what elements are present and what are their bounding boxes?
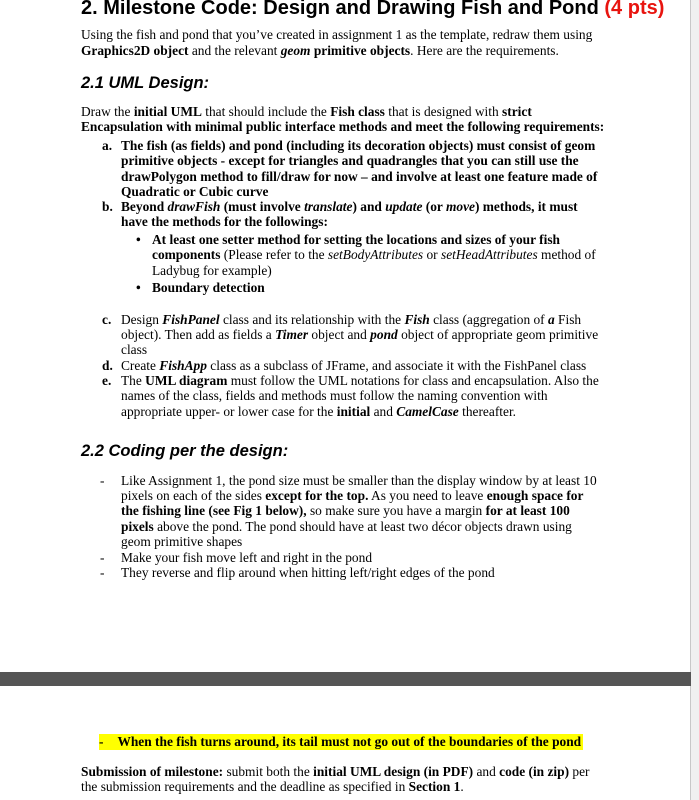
item-a-line-4: Quadratic or Cubic curve	[121, 184, 269, 199]
submission-line-1: Submission of milestone: submit both the initial UML design (in PDF) and code (in zip) per	[81, 764, 590, 779]
uml-paragraph-line-1: Draw the initial UML that should include the Fish class that is designed with strict	[81, 104, 532, 119]
dash-3: -	[100, 565, 105, 580]
uml-paragraph-line-2: Encapsulation with minimal public interface methods and meet the following requirements:	[81, 119, 605, 134]
list-marker-e: e.	[102, 373, 112, 388]
coding-item-1-line-5: geom primitive shapes	[121, 534, 243, 549]
item-a-line-1: The fish (as fields) and pond (including its decoration objects) must consist of geom	[121, 138, 596, 153]
submission-line-2: the submission requirements and the deadline as specified in Section 1.	[81, 779, 464, 794]
coding-item-3: They reverse and flip around when hitting left/right edges of the pond	[121, 565, 495, 580]
vertical-scrollbar[interactable]	[691, 0, 699, 800]
item-c-line-3: class	[121, 342, 148, 357]
intro-line-2: Graphics2D object and the relevant geom primitive objects. Here are the requirements.	[81, 43, 559, 58]
sub-bullet-2: Boundary detection	[152, 280, 265, 295]
item-a-line-2: primitive objects - except for triangles and quadrangles that you can still use the	[121, 153, 579, 168]
coding-item-1-line-4: pixels above the pond. The pond should have at least two décor objects drawn using	[121, 519, 572, 534]
sub-bullet-1-line-3: Ladybug for example)	[152, 263, 272, 278]
bullet-1: •	[136, 232, 141, 247]
item-e-line-1: The UML diagram must follow the UML notations for class and encapsulation. Also the	[121, 373, 599, 388]
item-c-line-2: object). Then add as fields a Timer object and pond object of appropriate geom primitive	[121, 327, 599, 342]
item-c-line-1: Design FishPanel class and its relationship with the Fish class (aggregation of a Fish	[121, 312, 582, 327]
coding-heading: 2.2 Coding per the design:	[81, 442, 289, 460]
dash-1: -	[100, 473, 105, 488]
heading-text: 2. Milestone Code: Design and Drawing Fish and Pond	[81, 0, 605, 19]
list-marker-a: a.	[102, 138, 113, 153]
item-d-line-1: Create FishApp class as a subclass of JFrame, and associate it with the FishPanel class	[121, 358, 587, 373]
list-marker-b: b.	[102, 199, 113, 214]
item-b-line-2: have the methods for the followings:	[121, 214, 328, 229]
bullet-2: •	[136, 280, 141, 295]
document-page-2	[0, 686, 691, 800]
coding-item-1-line-2: pixels on each of the sides except for the top. As you need to leave enough space for	[121, 488, 584, 503]
dash-2: -	[100, 550, 105, 565]
coding-item-1-line-1: Like Assignment 1, the pond size must be smaller than the display window by at least 10	[121, 473, 597, 488]
coding-item-2: Make your fish move left and right in the pond	[121, 550, 373, 565]
sub-bullet-1-line-2: components (Please refer to the setBodyAttributes or setHeadAttributes method of	[152, 247, 596, 262]
section-heading	[81, 0, 664, 20]
uml-design-heading: 2.1 UML Design:	[81, 74, 210, 92]
highlighted-note: - When the fish turns around, its tail must not go out of the boundaries of the pond	[99, 734, 582, 749]
page-separator	[0, 672, 699, 686]
points-label: (4 pts)	[604, 0, 665, 19]
sub-bullet-1-line-1: At least one setter method for setting the locations and sizes of your fish	[152, 232, 561, 247]
list-marker-c: c.	[102, 312, 112, 327]
item-e-line-2: names of the class, fields and methods must follow the naming convention with	[121, 388, 548, 403]
coding-item-1-line-3: the fishing line (see Fig 1 below), so make sure you have a margin for at least 100	[121, 503, 570, 518]
item-b-line-1: Beyond drawFish (must involve translate) and update (or move) methods, it must	[121, 199, 578, 214]
item-a-line-3: drawPolygon method to fill/draw for now – and involve at least one feature made of	[121, 169, 598, 184]
list-marker-d: d.	[102, 358, 113, 373]
item-e-line-3: appropriate upper- or lower case for the initial and CamelCase thereafter.	[121, 404, 517, 419]
intro-line-1: Using the fish and pond that you’ve created in assignment 1 as the template, redraw them using	[81, 27, 593, 42]
